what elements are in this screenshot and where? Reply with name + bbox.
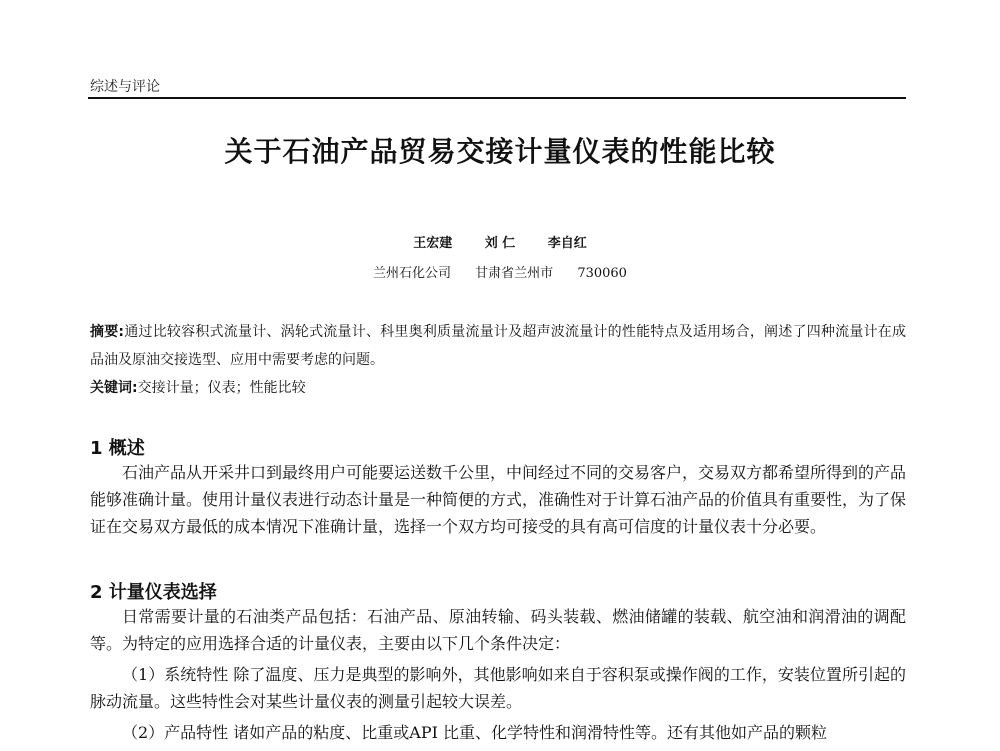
- paper-title: 关于石油产品贸易交接计量仪表的性能比较: [224, 135, 776, 168]
- header-rule: [88, 97, 906, 99]
- body-paragraph: （1）系统特性 除了温度、压力是典型的影响外，其他影响如来自于容积泵或操作阀的工作，安装位置所引起的脉动流量。这些特性会对某些计量仪表的测量引起较大误差。: [90, 665, 906, 711]
- affiliation-org: 兰州石化公司: [373, 266, 452, 281]
- author-list: [0, 232, 1000, 251]
- abstract-text: 通过比较容积式流量计、涡轮式流量计、科里奥利质量流量计及超声波流量计的性能特点及适用场合，阐述了四种流量计在成品油及原油交接选型、应用中需要考虑的问题。: [90, 324, 906, 368]
- abstract: [90, 318, 906, 374]
- keywords: [90, 376, 906, 400]
- keywords-text: 交接计量；仪表；性能比较: [137, 380, 306, 396]
- affiliation: [0, 262, 1000, 281]
- body-paragraph: 石油产品从开采井口到最终用户可能要运送数千公里，中间经过不同的交易客户，交易双方都希望所得到的产品能够准确计量。使用计量仪表进行动态计量是一种简便的方式，准确性对于计算石油产品的价值具有重要性，为了保证在交易双方最低的成本情况下准确计量，选择一个双方均可接受的具有高可信度的计量仪表十分必要。: [90, 463, 907, 536]
- body-paragraph: （2）产品特性 诸如产品的粘度、比重或API 比重、化学特性和润滑特性等。还有其他如产品的颗粒: [122, 723, 827, 742]
- author-name: 李自红: [547, 236, 587, 251]
- section-heading: 1 概述: [90, 438, 145, 459]
- affiliation-city: 甘肃省兰州市: [475, 266, 554, 281]
- author-name: 王宏建: [413, 236, 453, 251]
- keywords-label: 关键词:: [90, 380, 138, 396]
- abstract-label: 摘要:: [90, 324, 125, 340]
- affiliation-postcode: 730060: [577, 266, 627, 281]
- author-name: 刘 仁: [484, 236, 516, 251]
- section-heading: 2 计量仪表选择: [90, 582, 217, 603]
- running-head: 综述与评论: [90, 79, 160, 95]
- body-paragraph: 日常需要计量的石油类产品包括：石油产品、原油转输、码头装载、燃油储罐的装载、航空油和润滑油的调配等。为特定的应用选择合适的计量仪表，主要由以下几个条件决定：: [90, 607, 906, 653]
